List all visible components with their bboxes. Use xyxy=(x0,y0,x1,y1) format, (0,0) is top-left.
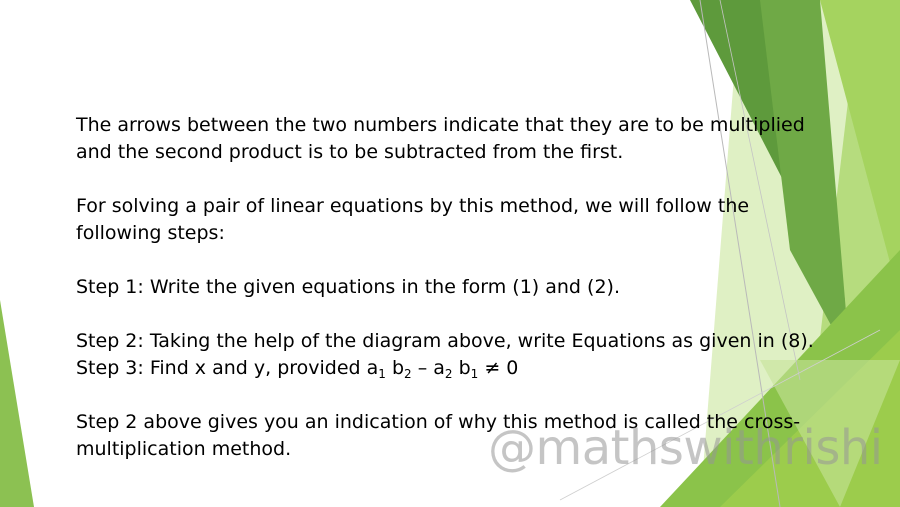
closing-paragraph: Step 2 above gives you an indication of why this method is called the cross-multiplication method. xyxy=(76,411,801,460)
step-1: Step 1: Write the given equations in the form (1) and (2). xyxy=(76,276,620,298)
slide-body xyxy=(76,112,836,463)
step-3-suffix: ≠ 0 xyxy=(478,357,519,379)
paragraph-method: For solving a pair of linear equations by this method, we will follow the following steps: xyxy=(76,195,750,244)
subscript: 2 xyxy=(404,367,412,381)
left-green-sliver xyxy=(0,300,34,507)
step-3-b: b xyxy=(385,357,405,379)
spacer xyxy=(76,301,836,328)
subscript: 1 xyxy=(378,367,386,381)
spacer xyxy=(76,166,836,193)
step-2: Step 2: Taking the help of the diagram above, write Equations as given in (8). xyxy=(76,330,814,352)
step-3-b: b xyxy=(452,357,471,379)
step-3-prefix: Step 3: Find x and y, provided a xyxy=(76,357,379,379)
spacer xyxy=(76,382,836,409)
subscript: 2 xyxy=(444,367,453,381)
step-3-minus-a: – a xyxy=(411,357,445,379)
step-3 xyxy=(76,355,836,382)
paragraph-arrows: The arrows between the two numbers indicate that they are to be multiplied and the second product is to be subtracted from the first. xyxy=(76,114,805,163)
subscript: 1 xyxy=(470,367,479,381)
watermark-text: @mathswithrishi xyxy=(488,420,883,476)
spacer xyxy=(76,247,836,274)
